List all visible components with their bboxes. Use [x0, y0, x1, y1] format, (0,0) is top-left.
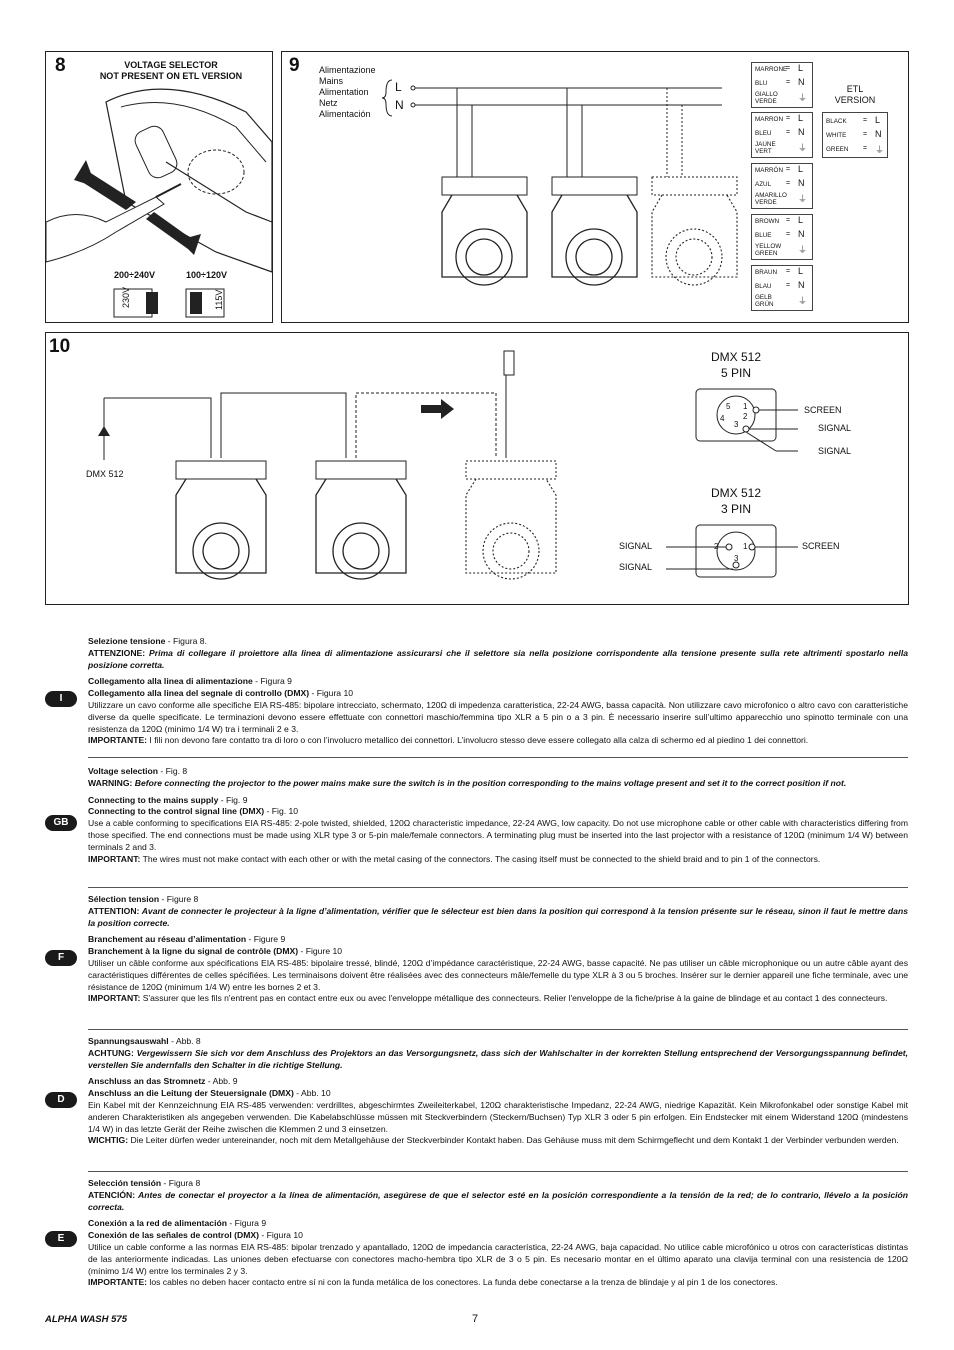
dmx-5pin-title: DMX 512 5 PIN [710, 350, 762, 380]
dmx-3pin-title: DMX 512 3 PIN [710, 486, 762, 516]
ground-icon: ⏚ [798, 194, 808, 204]
ground-icon: ⏚ [875, 145, 885, 155]
pin3-number-1: 1 [743, 542, 748, 551]
range-100-120-label: 100÷120V [186, 270, 227, 280]
mains-label-list: Alimentazione Mains Alimentation Netz Alimentación [319, 65, 376, 119]
ground-icon: ⏚ [798, 143, 808, 153]
pin3-signal-minus-label: SIGNAL [619, 541, 653, 551]
pin3-number-3: 3 [734, 554, 739, 563]
mains-wiring-diagram [282, 52, 910, 324]
footer-product-name: ALPHA WASH 575 [45, 1314, 127, 1325]
section-divider [88, 1171, 908, 1172]
switch-115v-label: 115V [214, 289, 224, 310]
dmx-chain-diagram [46, 333, 910, 606]
wiring-box-spanish: MARRÓN AZUL AMARILLO VERDE = = L N ⏚ [751, 163, 813, 209]
dmx-input-label: DMX 512 [86, 469, 124, 479]
pin5-signal-plus-label: SIGNAL [818, 446, 852, 456]
pin5-number-5: 5 [726, 402, 731, 411]
lang-badge-french: F [45, 950, 77, 966]
figure-9-panel [281, 51, 909, 323]
line-n-label: N [395, 98, 404, 112]
line-l-label: L [395, 80, 402, 94]
figure-10-panel [45, 332, 909, 605]
pin5-number-2: 2 [743, 412, 748, 421]
pin5-signal-minus-label: SIGNAL [818, 423, 852, 433]
lang-badge-spanish: E [45, 1231, 77, 1247]
page-number: 7 [472, 1313, 479, 1325]
wiring-box-etl: BLACK WHITE GREEN = = = L N ⏚ [822, 112, 888, 158]
ground-icon: ⏚ [798, 93, 808, 103]
section-english: Voltage selection - Fig. 8 WARNING: Before connecting the projector to the power mains make sure the switch is in the position corresponding to the mains voltage present and set it to the correct position if not. Connecting to the mains supply - Fig. 9 Connecting to the control signal line (DMX) - Fig. 10 Use a cable conforming to specifications EIA RS-485: 2-pole twisted, shielded, 120Ω characteristic impedance, 22-24 AWG, low capacity. Do not use microphone cable or other cable with characteristics differing from those specified. The end connections must be made using XLR type 3 or 5-pin male/female connectors. A terminating plug must be inserted into the last projector with a resistance of 120Ω (minimum 1/4 W) between terminals 2 and 3. IMPORTANT: The wires must not make contact with each other or with the metal casing of the connectors. The casing itself must be connected to the shield braid and to pin 1 of the connectors. [88, 766, 908, 864]
section-spanish: Selección tensión - Figura 8 ATENCIÓN: Antes de conectar el proyector a la línea de alimentación, asegúrese de que el selector esté en la posición correspondiente a la tensión de la red; de lo contrario, llévelo a la posición correcta. Conexión a la red de alimentación - Figura 9 Conexión de las señales de control (DMX) - Figura 10 Utilice un cable conforme a las normas EIA RS-485: bipolar trenzado y apantallado, 120Ω de impedancia característica, 22-24 AWG, baja capacidad. No utilice cable microfónico u otros con características distintas de las anteriormente indicadas. Las uniones deben efectuarse con conectores macho-hembra tipo XLR de 3 o 5 pin. Es necesario montar en el último aparato una clavija terminal con una resistencia de 120Ω (mínimo 1/4 W) entre los terminales 2 y 3. IMPORTANTE: los cables no deben hacer contacto entre sí ni con la funda metálica de los conectores. La funda debe conectarse a la trenza de blindaje y al pin 1 de los conectores. [88, 1178, 908, 1288]
section-french: Sélection tension - Figure 8 ATTENTION: Avant de connecter le projecteur à la ligne d’alimentation, vérifier que le sélecteur est bien dans la position qui correspond à la tension présente sur le réseau, sinon il faut le mettre dans la position correcte. Branchement au réseau d’alimentation - Figure 9 Branchement à la ligne du signal de contrôle (DMX) - Figure 10 Utiliser un câble conforme aux spécifications EIA RS-485: bipolaire tressé, blindé, 120Ω d’impédance caractéristique, 22-24 AWG, basse capacité. Ne pas utiliser un câble microphonique ou un autre câble ayant des caractéristiques différentes de celles spécifiées. Les terminaisons doivent être réalisées avec des connecteurs mâle/femelle du type XLR à 3 ou 5 broches. Insérer sur le dernier appareil une fiche terminale, avec une résistance de 120Ω (minimum 1/4 W) entre les bornes 2 et 3. IMPORTANT: S'assurer que les fils n'entrent pas en contact entre eux ou avec l'enveloppe métallique des connecteurs. Relier l'enveloppe de la fiche/prise à la gaine de blindage et au contact 1 des connecteurs. [88, 894, 908, 1004]
lang-badge-english: GB [45, 815, 77, 831]
pin5-number-1: 1 [743, 402, 748, 411]
pin3-number-2: 2 [714, 542, 719, 551]
section-divider [88, 757, 908, 758]
lang-badge-italian: I [45, 691, 77, 707]
pin5-screen-label: SCREEN [804, 405, 842, 415]
figure-8-panel [45, 51, 273, 323]
section-divider [88, 1029, 908, 1030]
lang-badge-german: D [45, 1092, 77, 1108]
wiring-box-french: MARRON BLEU JAUNE VERT = = L N ⏚ [751, 112, 813, 158]
figure-number: 10 [49, 336, 71, 357]
wiring-box-english: BROWN BLUE YELLOW GREEN = = L N ⏚ [751, 214, 813, 260]
ground-icon: ⏚ [798, 296, 808, 306]
etl-version-label: ETL VERSION [834, 84, 876, 105]
section-italian: Selezione tensione - Figura 8. ATTENZIONE: Prima di collegare il proiettore alla linea di alimentazione assicurarsi che il selettore sia nella posizione corrispondente alla tensione presente sulla rete altrimenti spostarlo nella posizione corretta. Collegamento alla linea di alimentazione - Figura 9 Collegamento alla linea del segnale di controllo (DMX) - Figura 10 Utilizzare un cavo conforme alle specifiche EIA RS-485: bipolare intrecciato, schermato, 120Ω di impedenza caratteristica, 22-24 AWG, bassa capacità. Non utilizzare cavo microfonico o altro cavo con caratteristiche diverse da quelle specificate. Le terminazioni devono essere effettuate con connettori maschio/femmina tipo XLR a 5 pin o a 3 pin. È necessario inserire sull’ultimo apparecchio uno spinotto terminale con una resistenza da 120Ω (minimo 1/4 W) tra i terminali 2 e 3. IMPORTANTE: I fili non devono fare contatto tra di loro o con l’involucro metallico dei connettori. L’involucro stesso deve essere collegato alla calza di schermo ed al piedino 1 dei connettori. [88, 636, 908, 746]
ground-icon: ⏚ [798, 245, 808, 255]
section-german: Spannungsauswahl - Abb. 8 ACHTUNG: Vergewissern Sie sich vor dem Anschluss des Projektors an das Versorgungsnetz, dass sich der Wahlschalter in der korrekten Stellung entsprechend der Versorgungsspannung befindet, verstellen Sie andernfalls den Schalter in die richtige Stellung. Anschluss an das Stromnetz - Abb. 9 Anschluss an die Leitung der Steuersignale (DMX) - Abb. 10 Ein Kabel mit der Kennzeichnung EIA RS-485 verwenden: verdrilltes, abgeschirmtes Zweileiterkabel, 120Ω charakteristische Impedanz, 22-24 AWG, niedrige Kapazität. Kein Mikrofonkabel oder sonstige Kabel mit anderen Charakteristiken als angegeben verwenden. Die Kabelabschlüsse müssen mit Steckverbindern (Steckern/Buchsen) Typ XLR 3 oder 5 pin erfolgen. Ein Endstecker mit einem Widerstand 120Ω (mindestens 1/4 W) in das letzte Gerät der Reihe zwischen die Klemmen 2 und 3 einsetzen. WICHTIG: Die Leiter dürfen weder untereinander, noch mit dem Metallgehäuse der Steckverbinder Kontakt haben. Das Gehäuse muss mit dem Schirmgeflecht und dem Kontakt 1 der Verbinder verbunden werden. [88, 1036, 908, 1146]
pin5-number-3: 3 [734, 420, 739, 429]
figure-number: 9 [289, 55, 300, 76]
pin3-screen-label: SCREEN [802, 541, 840, 551]
switch-230v-label: 230V [121, 286, 131, 308]
figure-number: 8 [55, 55, 66, 76]
range-200-240-label: 200÷240V [114, 270, 155, 280]
voltage-selector-title: VOLTAGE SELECTOR NOT PRESENT ON ETL VERSION [99, 60, 243, 81]
pin5-number-4: 4 [720, 414, 725, 423]
wiring-box-italian: MARRONE BLU GIALLO VERDE = = L N ⏚ [751, 62, 813, 108]
wiring-box-german: BRAUN BLAU GELB GRÜN = = L N ⏚ [751, 265, 813, 311]
pin3-signal-plus-label: SIGNAL [619, 562, 653, 572]
section-divider [88, 887, 908, 888]
voltage-selector-illustration [46, 52, 274, 324]
